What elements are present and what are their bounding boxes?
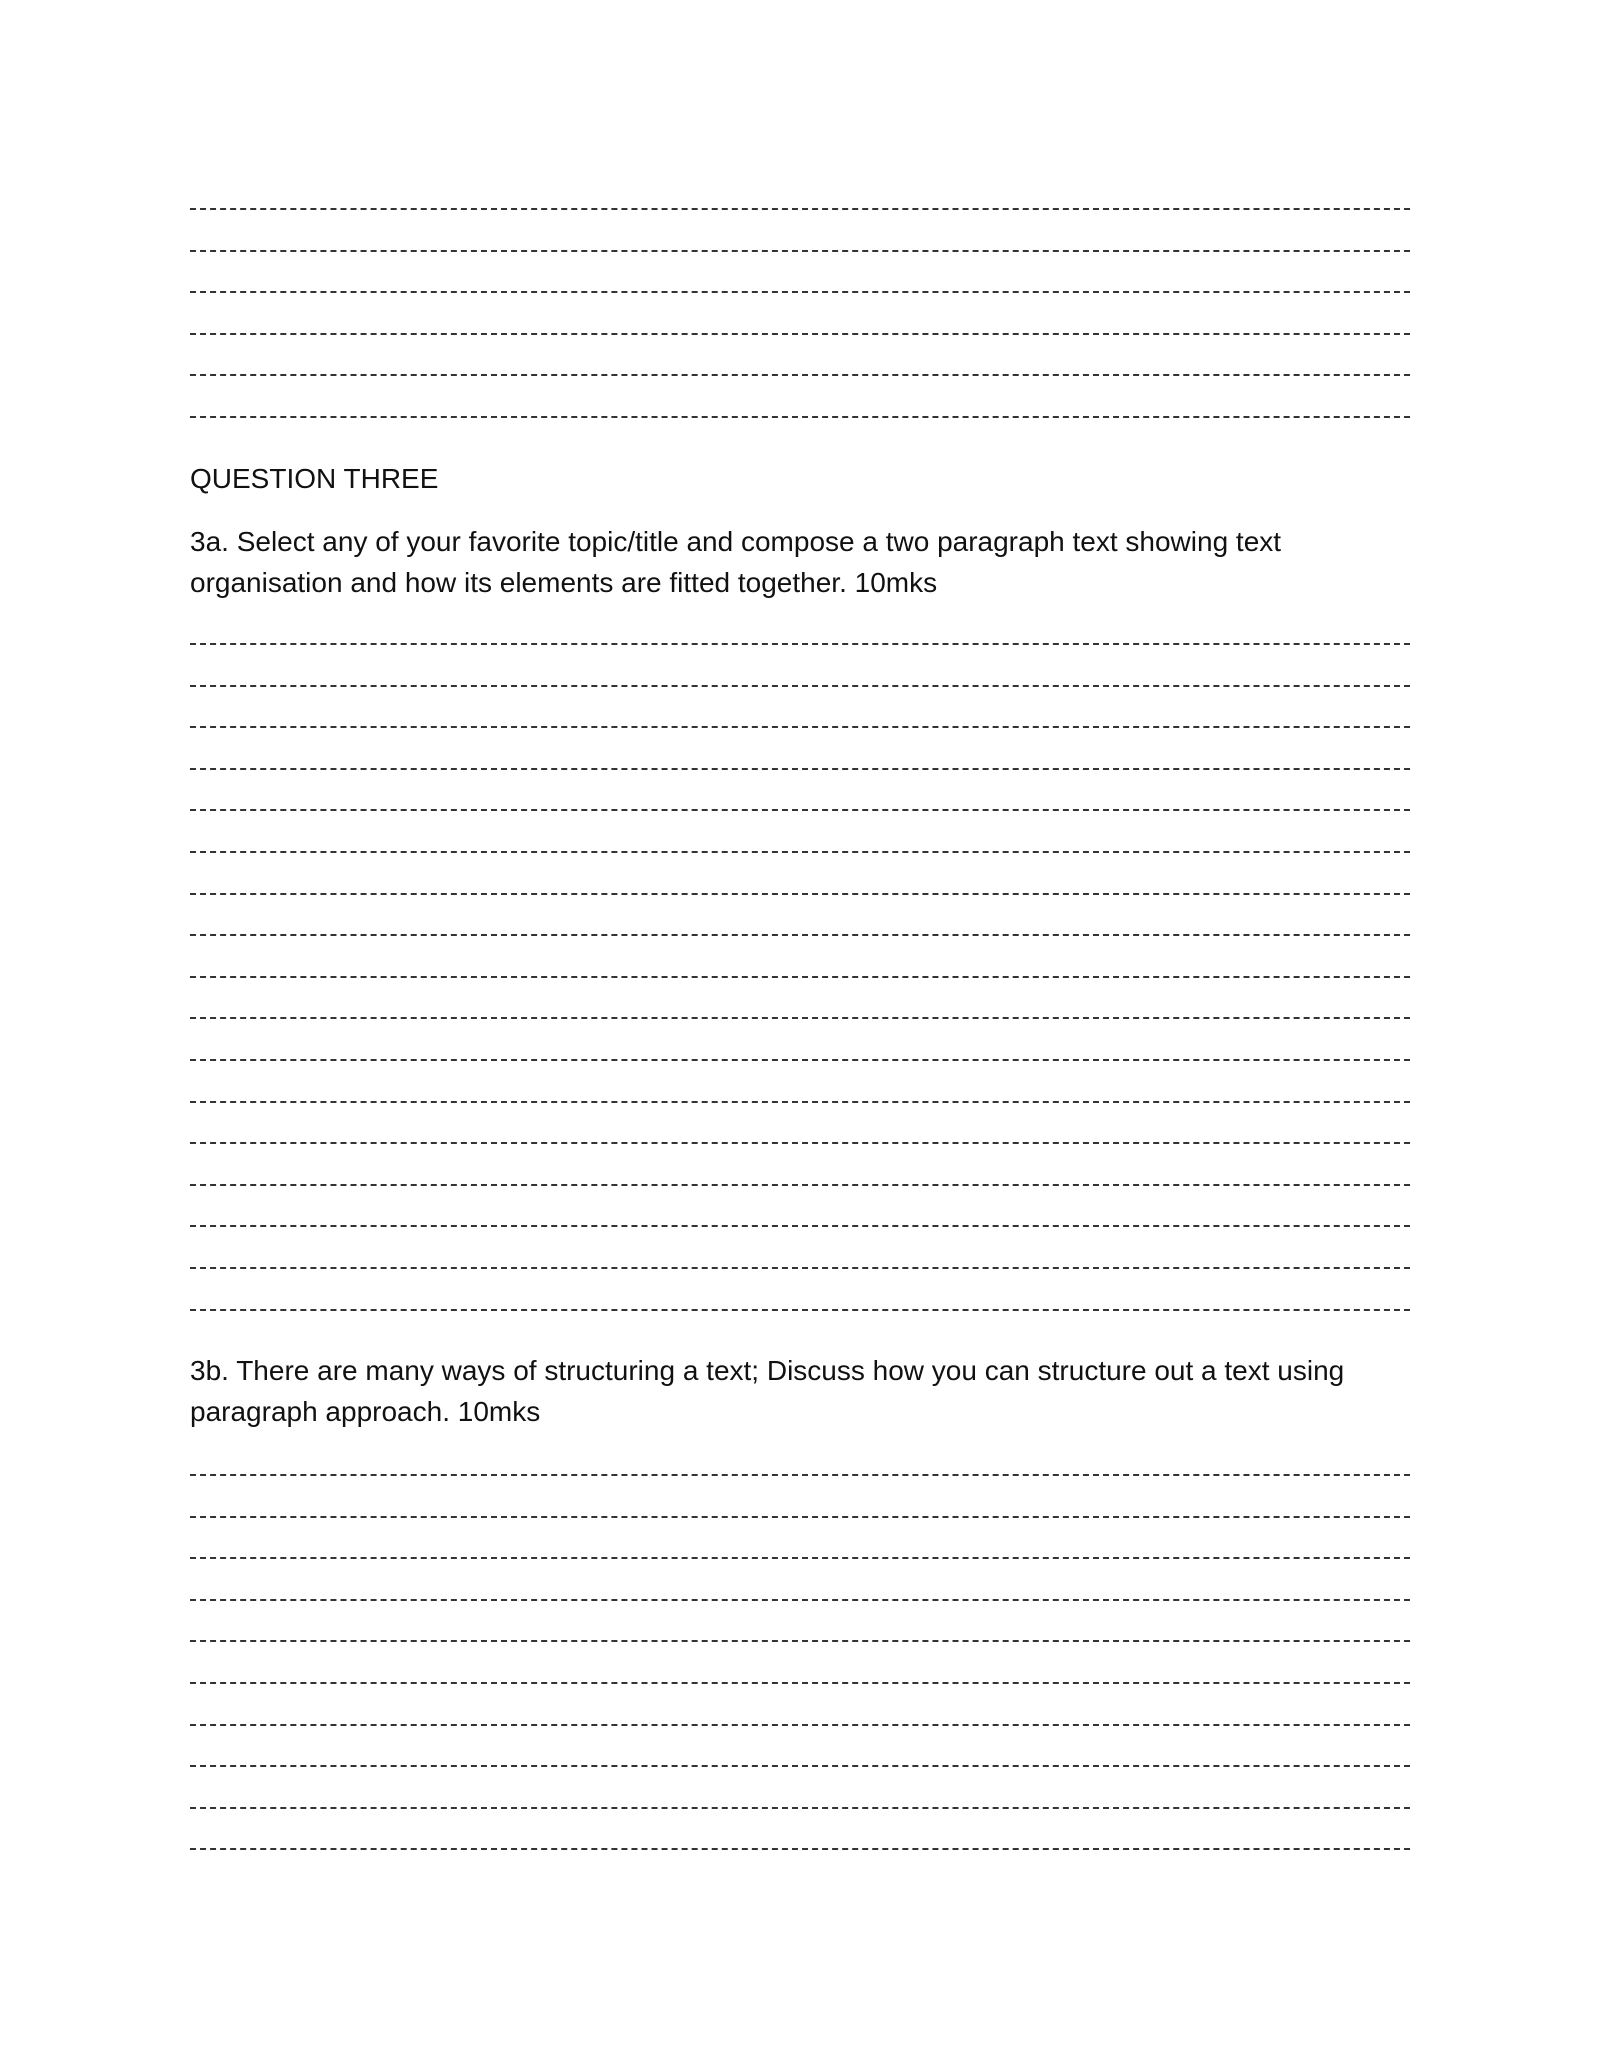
answer-line	[190, 1267, 1410, 1269]
answer-line	[190, 851, 1410, 853]
answer-line	[190, 934, 1410, 936]
question-3a-text	[190, 521, 1430, 603]
answer-lines-3a	[190, 643, 1410, 1311]
answer-line	[190, 291, 1410, 293]
answer-line	[190, 1059, 1410, 1061]
answer-line	[190, 643, 1410, 645]
answer-line	[190, 1474, 1410, 1476]
answer-line	[190, 1807, 1410, 1809]
answer-lines-3b	[190, 1474, 1410, 1850]
question-3b-text	[190, 1350, 1430, 1432]
answer-line	[190, 685, 1410, 687]
answer-line	[190, 1101, 1410, 1103]
answer-line	[190, 1724, 1410, 1726]
question-3a-line-1: 3a. Select any of your favorite topic/title and compose a two paragraph text showing text	[190, 526, 1282, 557]
answer-line	[190, 1848, 1410, 1850]
answer-line	[190, 1765, 1410, 1767]
answer-line	[190, 768, 1410, 770]
question-3a-line-2: organisation and how its elements are fitted together. 10mks	[190, 567, 938, 598]
answer-line	[190, 976, 1410, 978]
answer-line	[190, 1599, 1410, 1601]
answer-line	[190, 809, 1410, 811]
answer-line	[190, 1640, 1410, 1642]
answer-line	[190, 1184, 1410, 1186]
answer-lines-top	[190, 208, 1410, 418]
answer-line	[190, 1017, 1410, 1019]
answer-line	[190, 208, 1410, 210]
question-3b-line-1: 3b. There are many ways of structuring a text; Discuss how you can structure out a text using	[190, 1355, 1345, 1386]
question-three-heading: QUESTION THREE	[190, 463, 439, 494]
answer-line	[190, 1516, 1410, 1518]
answer-line	[190, 1225, 1410, 1227]
question-3b-line-2: paragraph approach. 10mks	[190, 1396, 541, 1427]
answer-line	[190, 250, 1410, 252]
answer-line	[190, 416, 1410, 418]
answer-line	[190, 1309, 1410, 1311]
answer-line	[190, 726, 1410, 728]
answer-line	[190, 1557, 1410, 1559]
answer-line	[190, 1682, 1410, 1684]
answer-line	[190, 1142, 1410, 1144]
answer-line	[190, 374, 1410, 376]
answer-line	[190, 893, 1410, 895]
answer-line	[190, 333, 1410, 335]
